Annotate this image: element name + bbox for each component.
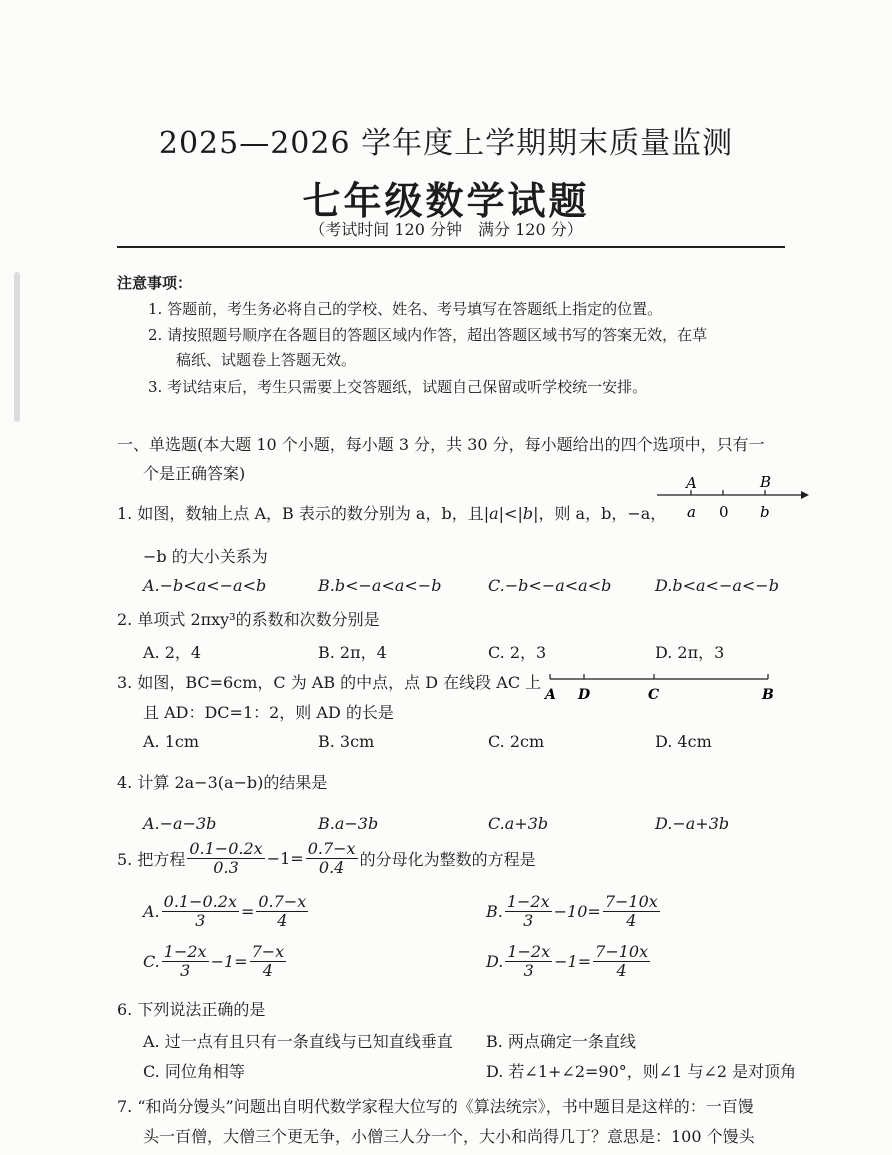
header-divider — [117, 246, 785, 248]
q2-option-d: D. 2π，3 — [655, 643, 725, 662]
q3-option-d: D. 4cm — [655, 732, 712, 751]
q1-option-c: C.−b<−a<a<b — [488, 576, 612, 595]
q6-option-a: A. 过一点有且只有一条直线与已知直线垂直 — [143, 1032, 453, 1051]
question-1-stem — [117, 501, 666, 524]
q2-option-c: C. 2，3 — [488, 643, 547, 662]
q3-segment-figure — [540, 668, 780, 704]
q2-option-b: B. 2π，4 — [318, 643, 387, 662]
q5-prefix: 5. 把方程 — [117, 849, 186, 869]
q4-option-b: B.a−3b — [318, 814, 379, 833]
q1-option-b: B.b<−a<a<−b — [318, 576, 442, 595]
question-7-stem: 7. “和尚分馒头”问题出自明代数学家程大位写的《算法统宗》，书中题目是这样的：一百馒 — [117, 1097, 754, 1116]
question-5-stem — [117, 840, 536, 876]
question-6-stem: 6. 下列说法正确的是 — [117, 1000, 266, 1019]
q5-equals: −1= — [266, 848, 304, 868]
point-label-A: A — [686, 474, 697, 492]
q3-option-c: C. 2cm — [488, 732, 545, 751]
scrollbar[interactable] — [14, 272, 20, 422]
exam-title: 2025—2026 学年度上学期期末质量监测 — [158, 126, 734, 161]
question-7-stem-cont: 头一百僧，大僧三个更无争，小僧三人分一个，大小和尚得几丁？意思是：100 个馒头 — [143, 1127, 755, 1146]
q5-fraction-right: $\frac{0.7-x}{0.4}$ — [307, 839, 356, 877]
value-label-a: a — [687, 503, 696, 521]
q6-option-b: B. 两点确定一条直线 — [486, 1032, 636, 1051]
question-3-stem-cont: 且 AD：DC=1：2，则 AD 的长是 — [143, 703, 394, 722]
section-heading-cont: 个是正确答案) — [143, 464, 246, 483]
value-label-zero: 0 — [719, 503, 729, 521]
q5-option-b: B. $\frac{1-2x}{3}$ −10= $\frac{7-10x}{4}$ — [486, 892, 658, 930]
q6-option-c: C. 同位角相等 — [143, 1062, 245, 1081]
q2-option-a: A. 2，4 — [143, 643, 202, 662]
value-label-b: b — [760, 503, 770, 521]
q5-option-d: D. $\frac{1-2x}{3}$ −1= $\frac{7-10x}{4}$ — [486, 942, 649, 980]
question-2-stem: 2. 单项式 2πxy³的系数和次数分别是 — [117, 610, 380, 629]
q3-option-a: A. 1cm — [143, 732, 200, 751]
q5-fraction-left: $\frac{0.1-0.2x}{0.3}$ — [189, 839, 263, 877]
notice-item: 3. 考试结束后，考生只需要上交答题纸，试题自己保留或听学校统一安排。 — [148, 378, 648, 396]
q4-option-a: A.−a−3b — [143, 814, 217, 833]
q1-number-line-figure — [655, 473, 810, 523]
q5-option-a: A. $\frac{0.1-0.2x}{3}$ = $\frac{0.7-x}{4}$ — [143, 892, 307, 930]
question-1-stem-cont: −b 的大小关系为 — [143, 547, 268, 566]
q1-option-d: D.b<a<−a<−b — [655, 576, 779, 595]
point-label-B: B — [760, 473, 772, 491]
q5-option-c: C. $\frac{1-2x}{3}$ −1= $\frac{7-x}{4}$ — [143, 942, 285, 980]
q1-option-a: A.−b<a<−a<b — [143, 576, 267, 595]
notice-item: 1. 答题前，考生务必将自己的学校、姓名、考号填写在答题纸上指定的位置。 — [148, 300, 663, 318]
q5-suffix: 的分母化为整数的方程是 — [359, 849, 536, 869]
q4-option-d: D.−a+3b — [655, 814, 730, 833]
question-4-stem: 4. 计算 2a−3(a−b)的结果是 — [117, 773, 328, 792]
notice-heading: 注意事项： — [117, 274, 193, 292]
q4-option-c: C.a+3b — [488, 814, 549, 833]
point-label-A: A — [545, 687, 556, 703]
section-heading: 一、单选题(本大题 10 个小题，每小题 3 分，共 30 分，每小题给出的四个选项中，只有一 — [117, 435, 765, 454]
point-label-B: B — [762, 687, 774, 703]
q3-option-b: B. 3cm — [318, 732, 375, 751]
q1-stem-part: ，则 a，b，−a， — [538, 504, 667, 523]
question-3-stem: 3. 如图，BC=6cm，C 为 AB 的中点，点 D 在线段 AC 上 — [117, 673, 542, 692]
point-label-D: D — [578, 687, 591, 703]
exam-time-info: （考试时间 120 分钟 满分 120 分） — [309, 220, 583, 239]
notice-item: 稿纸、试题卷上答题无效。 — [176, 351, 357, 369]
q1-stem-part: 1. 如图，数轴上点 A，B 表示的数分别为 a，b，且 — [117, 504, 484, 523]
q1-condition: |a|<|b| — [483, 504, 539, 523]
exam-subject-title: 七年级数学试题 — [302, 178, 590, 223]
notice-item: 2. 请按照题号顺序在各题目的答题区域内作答，超出答题区域书写的答案无效，在草 — [148, 326, 708, 344]
q6-option-d: D. 若∠1+∠2=90°，则∠1 与∠2 是对顶角 — [486, 1062, 797, 1081]
point-label-C: C — [648, 687, 660, 703]
